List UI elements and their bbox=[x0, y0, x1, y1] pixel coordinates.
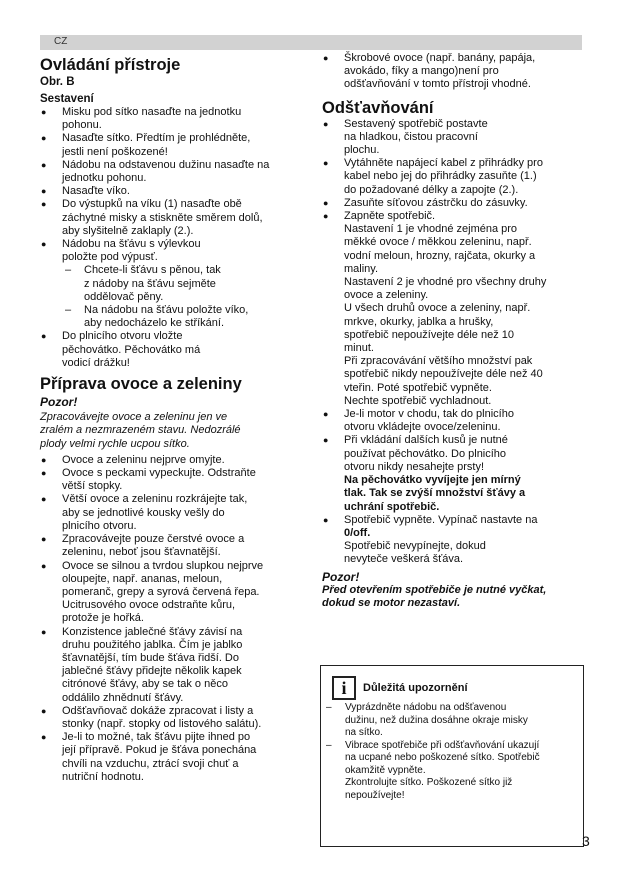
prep-warning: Pozor! bbox=[40, 395, 78, 410]
right-column bbox=[322, 52, 584, 610]
list-item: ● Nasaďte víko. bbox=[40, 185, 302, 198]
list-item: ● Nádobu na šťávu s výlevkou položte pod výpusť. bbox=[40, 238, 302, 264]
list-item: ● Nádobu na odstavenou dužinu nasaďte na jednotku pohonu. bbox=[40, 159, 302, 185]
language-bar bbox=[40, 35, 582, 50]
assembly-sublist bbox=[40, 264, 302, 330]
notice-item: – Vyprázdněte nádobu na odšťavenou dužinu, než dužina dosáhne okraje misky na sítko. bbox=[323, 702, 578, 740]
assembly-last-item: ● Do plnicího otvoru vložte pěchovátko. Pěchovátko má vodicí drážku! bbox=[40, 330, 302, 370]
section-title-operation: Ovládání přístroje bbox=[40, 56, 181, 74]
list-item: – Na nádobu na šťávu položte víko, aby nedocházelo ke stříkání. bbox=[62, 304, 302, 330]
section-title-juicing: Odšťavňování bbox=[322, 98, 434, 117]
juicing-list-2 bbox=[322, 210, 584, 566]
list-item: ● Zasuňte síťovou zástrčku do zásuvky. bbox=[322, 197, 584, 210]
list-item: ● Škrobové ovoce (např. banány, papája, avokádo, fíky a mango)není pro odšťavňování v tomto přístroji vhodné. bbox=[322, 52, 584, 92]
pusher-item: ● Při vkládání dalších kusů je nutné používat pěchovátko. Do plnicího otvoru nikdy nesahejte prsty! Na pěchovátko vyvíjejte jen mírný tlak. Tak se zvýší množství šťávy a uchrání spotřebič. bbox=[322, 434, 584, 513]
notice-item: – Vibrace spotřebiče při odšťavňování ukazují na ucpané nebo poškozené sítko. Spotřebič okamžitě vypněte. Zkontrolujte sítko. Poškozené sítko již nepoužívejte! bbox=[323, 740, 578, 803]
list-item: ● Nasaďte sítko. Předtím je prohlédněte, jestli není poškozené! bbox=[40, 132, 302, 158]
list-item: ● Je-li to možné, tak šťávu pijte ihned po její přípravě. Pokud je šťáva ponechána chvíli na vzduchu, ztrácí svoji chuť a nutriční hodnotu. bbox=[40, 731, 302, 784]
list-item: ● Do výstupků na víku (1) nasaďte obě záchytné misky a stiskněte směrem dolů, aby slyšitelně zaklaply (2.). bbox=[40, 198, 302, 238]
notice-title: Důležitá upozornění bbox=[363, 682, 468, 694]
list-item: – Chcete-li šťávu s pěnou, tak z nádoby na šťávu sejměte oddělovač pěny. bbox=[62, 264, 302, 304]
starch-list bbox=[322, 52, 584, 92]
assembly-list bbox=[40, 106, 302, 264]
list-item: ● Větší ovoce a zeleninu rozkrájejte tak, aby se jednotlivé kousky vešly do plnicího otvoru. bbox=[40, 493, 302, 533]
page-number: 3 bbox=[582, 833, 590, 849]
list-item: ● Ovoce a zeleninu nejprve omyjte. bbox=[40, 454, 302, 467]
switch-on-item: ● Zapněte spotřebič. Nastavení 1 je vhodné zejména pro měkké ovoce / měkkou zeleninu, např. vodní meloun, hrozny, rajčata, okurky a maliny. Nastavení 2 je vhodné pro všechny druhy ovoce a zeleniny. U všech druhů ovoce a zeleniny, např. mrkve, okurky, jablka a hrušky, spotřebič nepoužívejte déle než 10 minut. Při zpracovávání většího množství pak spotřebič nikdy nepoužívejte déle než 40 vteřin. Poté spotřebič vypněte. Nechte spotřebič vychladnout. bbox=[322, 210, 584, 408]
prep-note: Zpracovávejte ovoce a zeleninu jen ve zralém a nezmrazeném stavu. Nedozrálé plody velmi rychle ucpou sítko. bbox=[40, 411, 241, 450]
motor-item: ● Je-li motor v chodu, tak do plnicího otvoru vkládejte ovoce/zeleninu. bbox=[322, 408, 584, 434]
list-item: ● Ovoce se silnou a tvrdou slupkou nejprve oloupejte, např. ananas, meloun, pomeranč, grepy a syrová červená řepa. Ucitrusového ovoce odstraňte kůru, protože je hořká. bbox=[40, 560, 302, 626]
list-item: ● Konzistence jablečné šťávy závisí na druhu použitého jablka. Čím je jablko šťavnatější, tím bude šťáva řidší. Do jablečné šťávy přidejte několik kapek citrónové šťávy, aby se tak o něco oddálilo zhnědnutí šťávy. bbox=[40, 626, 302, 705]
list-item: ● Odšťavňovač dokáže zpracovat i listy a stonky (např. stopky od listového salátu). bbox=[40, 705, 302, 731]
section-title-preparation: Příprava ovoce a zeleniny bbox=[40, 375, 242, 394]
list-item: ● Misku pod sítko nasaďte na jednotku pohonu. bbox=[40, 106, 302, 132]
important-notice-box bbox=[320, 665, 584, 847]
juicing-warning: Pozor! bbox=[322, 569, 360, 584]
juicing-list bbox=[322, 118, 584, 210]
assembly-heading: Sestavení bbox=[40, 93, 94, 105]
list-item: ● Zpracovávejte pouze čerstvé ovoce a zeleninu, neboť jsou šťavnatější. bbox=[40, 533, 302, 559]
language-code: CZ bbox=[54, 36, 68, 47]
left-column bbox=[40, 55, 302, 784]
list-item: ● Ovoce s peckami vypeckujte. Odstraňte větší stopky. bbox=[40, 467, 302, 493]
info-icon: i bbox=[332, 676, 356, 700]
prep-list bbox=[40, 454, 302, 784]
assembly-last-list bbox=[40, 330, 302, 370]
off-item: ● Spotřebič vypněte. Vypínač nastavte na 0/off. Spotřebič nevypínejte, dokud nevyteče veškerá šťáva. bbox=[322, 514, 584, 567]
notice-list bbox=[323, 702, 578, 802]
figure-ref: Obr. B bbox=[40, 76, 75, 88]
juicing-warning-text: Před otevřením spotřebiče je nutné vyčkat, dokud se motor nezastaví. bbox=[322, 583, 547, 609]
list-item: ● Vytáhněte napájecí kabel z přihrádky pro kabel nebo jej do přihrádky zasuňte (1.) do požadované délky a zapojte (2.). bbox=[322, 157, 584, 197]
list-item: ● Sestavený spotřebič postavte na hladkou, čistou pracovní plochu. bbox=[322, 118, 584, 158]
